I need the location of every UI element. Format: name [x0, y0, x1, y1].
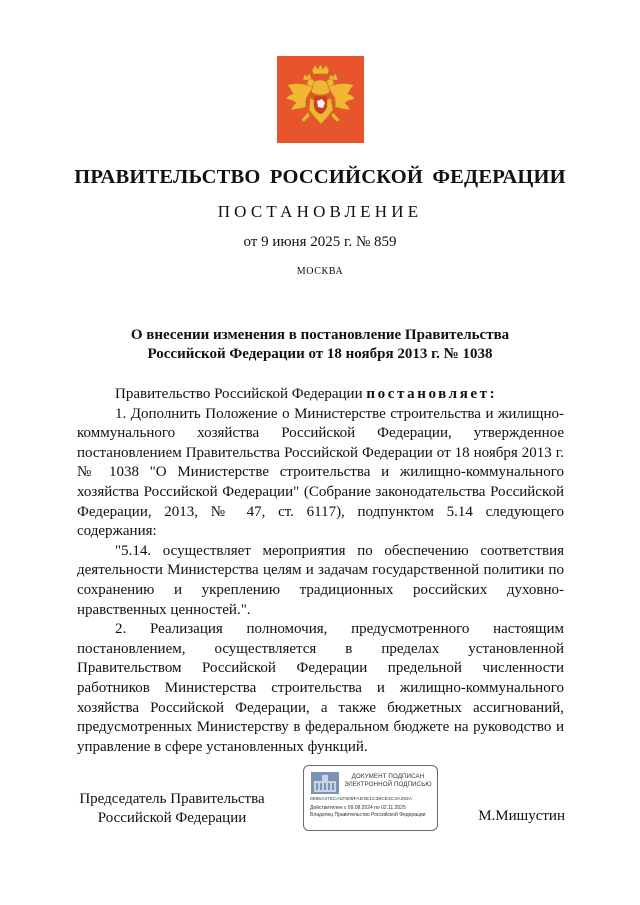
government-building-icon	[311, 772, 339, 794]
stamp-owner: Владелец Правительство Российской Федерации	[310, 812, 426, 818]
paragraph-2: 2. Реализация полномочия, предусмотренного настоящим постановлением, осуществляется в пределах установленной Правительством Российской Федерации предельной численности работников Министерства строительства и жилищно-коммунального хозяйства Российской Федерации, а также бюджетных ассигнований, предусмотренных Министерству в федеральном бюджете на руководство и управление в сфере установленных функций.	[77, 621, 564, 755]
paragraph-1-amendment: "5.14. осуществляет мероприятия по обеспечению соответствия деятельности Министерства целям и задачам государственной политики по сохранению и укреплению традиционных российских духовно-нравственных ценностей.".	[77, 542, 564, 618]
stamp-title	[342, 773, 434, 788]
document-subject	[0, 326, 640, 364]
paragraph-1: 1. Дополнить Положение о Министерстве строительства и жилищно-коммунального хозяйства Российской Федерации, утвержденное постановлением Правительства Российской Федерации от 18 ноября 2013 г. № 1038 "О Министерстве строительства и жилищно-коммунального хозяйства Российской Федерации" (Собрание законодательства Российской Федерации, 2013, № 47, ст. 6117), подпунктом 5.14 следующего содержания:	[77, 405, 564, 540]
stamp-validity: Действителен с 09.08.2024 по 02.11.2025	[310, 805, 406, 811]
electronic-signature-stamp	[303, 765, 438, 831]
document-body	[77, 385, 564, 757]
document-date-number: от 9 июня 2025 г. № 859	[243, 234, 397, 250]
subject-line-2: Российской Федерации от 18 ноября 2013 г. № 1038	[147, 346, 493, 362]
signatory-name: М.Мишустин	[478, 808, 565, 824]
stamp-title-line-2: ЭЛЕКТРОННОЙ ПОДПИСЬЮ	[344, 780, 432, 788]
signatory-position-line-2: Российской Федерации	[97, 810, 247, 826]
government-title: ПРАВИТЕЛЬСТВО РОССИЙСКОЙ ФЕДЕРАЦИИ	[74, 166, 566, 188]
intro-paragraph	[77, 385, 564, 405]
russian-coat-of-arms-icon	[277, 56, 364, 143]
signatory-position	[77, 790, 267, 828]
coat-of-arms-icon	[277, 56, 364, 143]
document-city: МОСКВА	[296, 266, 344, 277]
document-type: ПОСТАНОВЛЕНИЕ	[217, 202, 423, 221]
signatory-position-line-1: Председатель Правительства	[79, 791, 265, 807]
subject-line-1: О внесении изменения в постановление Правительства	[130, 327, 510, 343]
stamp-certificate: 0085A475CA1F608FAD4E1C38CE2C4A282A	[310, 797, 413, 802]
intro-prefix: Правительство Российской Федерации	[115, 386, 367, 402]
stamp-title-line-1: ДОКУМЕНТ ПОДПИСАН	[351, 773, 425, 780]
resolves-keyword: постановляет:	[366, 386, 498, 402]
